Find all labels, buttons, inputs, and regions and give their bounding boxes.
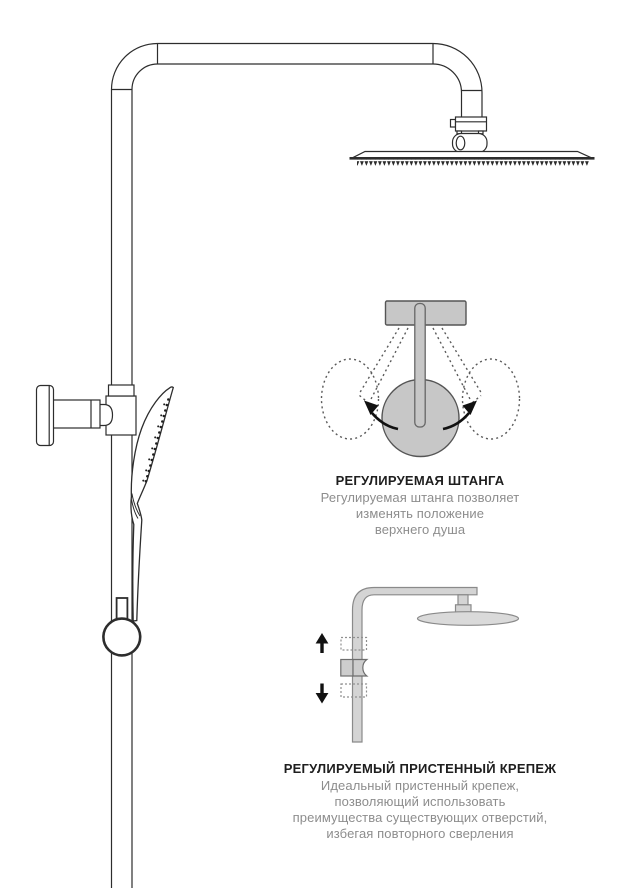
adjustable-bar-caption — [240, 472, 600, 538]
wall-mount-caption — [240, 760, 600, 842]
mini-shower-head — [418, 612, 519, 626]
adjustable-bar-text-line: Регулируемая штанга позволяет — [320, 490, 520, 505]
wall-mount-text-line: избегая повторного сверления — [326, 826, 514, 841]
wall-mount-text-line: позволяющий использовать — [334, 794, 506, 809]
wall-mount-text-line: преимущества существующих отверстий, — [292, 810, 548, 825]
adjustable-bar-title: РЕГУЛИРУЕМАЯ ШТАНГА — [335, 473, 505, 488]
adjustable-bar-text-line: изменять положение — [355, 506, 485, 521]
wall-mount-title: РЕГУЛИРУЕМЫЙ ПРИСТЕННЫЙ КРЕПЕЖ — [283, 761, 557, 776]
wall-bracket — [341, 660, 367, 677]
move-up-arrow-icon — [316, 633, 329, 653]
adjustable-bar-text-line: верхнего душа — [374, 522, 466, 537]
move-down-arrow-icon — [316, 684, 329, 704]
mini-head-stem — [458, 595, 468, 605]
wall-mount-text-line: Идеальный пристенный крепеж, — [320, 778, 520, 793]
